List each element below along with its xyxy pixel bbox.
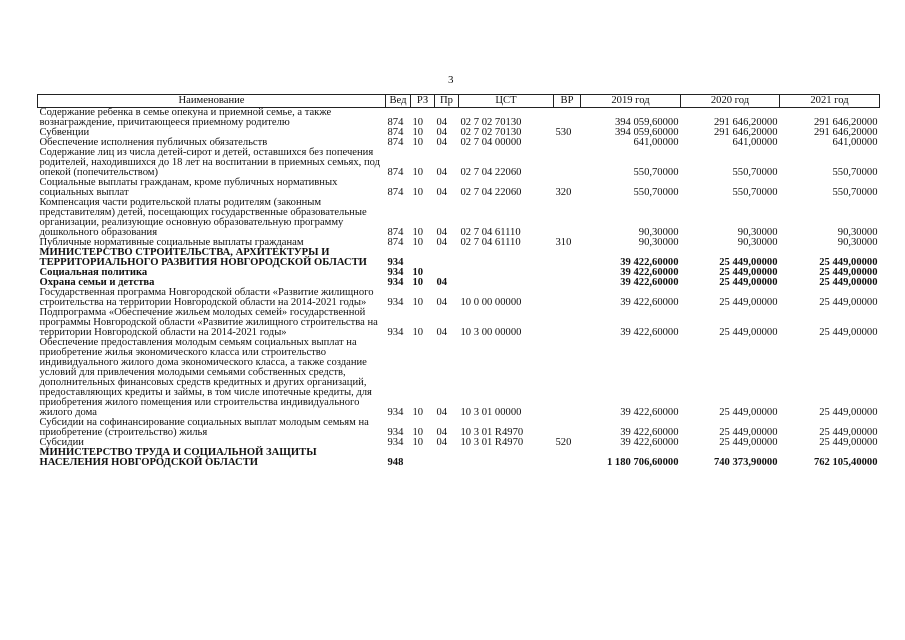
- row-2020: 25 449,00000: [719, 257, 778, 268]
- table-row: [38, 198, 880, 238]
- row-rz: 10: [412, 297, 424, 308]
- row-pr: 04: [436, 187, 448, 198]
- row-2021: 90,30000: [837, 237, 878, 248]
- row-2020: 25 449,00000: [719, 407, 778, 418]
- row-ved: 934: [387, 327, 404, 338]
- row-name: Подпрограмма «Обеспечение жильем молодых семей» государственной программы Новгородской области «Развитие жилищного строительства на территории Новгородской области на 2014-2021 годы»: [39, 307, 378, 338]
- row-ved: 934: [387, 277, 404, 288]
- table-row: [38, 418, 880, 438]
- row-2020: 25 449,00000: [719, 267, 778, 278]
- header-vr: ВР: [554, 95, 581, 108]
- row-2021: 25 449,00000: [819, 437, 878, 448]
- row-2021: 550,70000: [832, 187, 878, 198]
- row-cst: 10 0 00 00000: [460, 297, 522, 308]
- row-2021: 762 105,40000: [813, 457, 878, 468]
- row-ved: 874: [387, 117, 404, 128]
- budget-table: [37, 94, 880, 468]
- row-name: Социальная политика: [39, 267, 148, 278]
- row-2019: 39 422,60000: [620, 297, 679, 308]
- row-cst: 10 3 00 00000: [460, 327, 522, 338]
- row-name: Охрана семьи и детства: [39, 277, 155, 288]
- row-rz: 10: [412, 437, 424, 448]
- row-2021: 90,30000: [837, 227, 878, 238]
- row-2021: 25 449,00000: [819, 297, 878, 308]
- row-2019: 39 422,60000: [620, 267, 679, 278]
- row-cst: [459, 278, 554, 288]
- header-ved: Вед: [386, 95, 411, 108]
- row-2020: 550,70000: [732, 167, 778, 178]
- row-vr: [554, 198, 581, 238]
- row-ved: 874: [387, 167, 404, 178]
- row-cst: 02 7 04 22060: [460, 167, 522, 178]
- row-pr: 04: [436, 427, 448, 438]
- row-ved: 948: [387, 457, 404, 468]
- table-row: [38, 148, 880, 178]
- row-vr: [554, 288, 581, 308]
- header-name: Наименование: [38, 95, 386, 108]
- row-rz: 10: [412, 267, 424, 278]
- row-ved: 874: [387, 127, 404, 138]
- row-2021: 25 449,00000: [819, 257, 878, 268]
- row-cst: 02 7 04 61110: [460, 237, 521, 248]
- row-pr: 04: [436, 437, 448, 448]
- row-pr: 04: [436, 297, 448, 308]
- table-row: [38, 108, 880, 129]
- row-cst: 10 3 01 R4970: [460, 427, 524, 438]
- row-vr: [554, 108, 581, 129]
- row-name: Субвенции: [39, 127, 90, 138]
- row-2021: 25 449,00000: [819, 407, 878, 418]
- row-2020: 25 449,00000: [719, 297, 778, 308]
- row-cst: 10 3 01 R4970: [460, 437, 524, 448]
- row-2019: 550,70000: [633, 187, 679, 198]
- row-ved: 874: [387, 187, 404, 198]
- row-rz: [411, 448, 435, 468]
- page-number: 3: [448, 74, 454, 86]
- row-2021: 291 646,20000: [813, 117, 878, 128]
- row-2020: 25 449,00000: [719, 437, 778, 448]
- row-2019: 39 422,60000: [620, 277, 679, 288]
- row-rz: 10: [412, 137, 424, 148]
- table-row: [38, 448, 880, 468]
- header-2019: 2019 год: [581, 95, 681, 108]
- row-2021: 550,70000: [832, 167, 878, 178]
- row-2019: 394 059,60000: [614, 127, 679, 138]
- row-vr: 320: [555, 187, 572, 198]
- row-name: Социальные выплаты гражданам, кроме публичных нормативных социальных выплат: [39, 177, 338, 198]
- row-vr: 530: [555, 127, 572, 138]
- row-vr: 310: [555, 237, 572, 248]
- row-name: Публичные нормативные социальные выплаты гражданам: [39, 237, 304, 248]
- row-2019: 1 180 706,60000: [606, 457, 679, 468]
- header-2020: 2020 год: [681, 95, 780, 108]
- row-rz: 10: [412, 187, 424, 198]
- row-name: Государственная программа Новгородской области «Развитие жилищного строительства на территории Новгородской области на 2014-2021 годы»: [39, 287, 374, 308]
- row-2019: 550,70000: [633, 167, 679, 178]
- row-name: Обеспечение исполнения публичных обязательств: [39, 137, 268, 148]
- row-vr: [554, 248, 581, 268]
- row-ved: 874: [387, 137, 404, 148]
- row-2019: 641,00000: [633, 137, 679, 148]
- row-pr: 04: [436, 277, 448, 288]
- row-name: Содержание ребенка в семье опекуна и приемной семье, а также вознаграждение, причитающееся приемному родителю: [39, 107, 332, 128]
- row-name: Субсидии: [39, 437, 84, 448]
- row-2019: 39 422,60000: [620, 407, 679, 418]
- row-vr: [554, 448, 581, 468]
- row-2021: 25 449,00000: [819, 277, 878, 288]
- row-name: Обеспечение предоставления молодым семьям социальных выплат на приобретение жилья экономического класса или строительство индивидуального жилого дома экономического класса, а также создание условий для привлечения молодыми семьями собственных средств, дополнительных финансовых средств кредитных и других организаций, предоставляющих кредиты и займы, в том числе ипотечные кредиты, для приобретения жилого помещения или строительства индивидуального жилого дома: [39, 337, 372, 418]
- row-cst: [459, 448, 554, 468]
- row-2020: 641,00000: [732, 137, 778, 148]
- row-2021: 25 449,00000: [819, 327, 878, 338]
- row-rz: 10: [412, 237, 424, 248]
- row-2020: 90,30000: [737, 237, 778, 248]
- row-vr: [554, 418, 581, 438]
- row-2019: 39 422,60000: [620, 437, 679, 448]
- row-2020: 25 449,00000: [719, 427, 778, 438]
- row-2019: 90,30000: [638, 237, 679, 248]
- row-2020: 25 449,00000: [719, 277, 778, 288]
- row-cst: 02 7 02 70130: [460, 117, 522, 128]
- table-row: [38, 178, 880, 198]
- row-pr: 04: [436, 227, 448, 238]
- row-cst: 10 3 01 00000: [460, 407, 522, 418]
- row-pr: 04: [436, 237, 448, 248]
- row-name: Компенсация части родительской платы родителям (законным представителям) детей, посещающих государственные образовательные организации, реализующие основную образовательную программу дошкольного образования: [39, 197, 367, 238]
- row-cst: 02 7 02 70130: [460, 127, 522, 138]
- row-2020: 291 646,20000: [713, 117, 778, 128]
- row-pr: 04: [436, 137, 448, 148]
- row-vr: [554, 148, 581, 178]
- row-ved: 874: [387, 237, 404, 248]
- row-pr: 04: [436, 327, 448, 338]
- row-2021: 641,00000: [832, 137, 878, 148]
- row-pr: [435, 248, 459, 268]
- row-pr: [435, 448, 459, 468]
- row-vr: [554, 278, 581, 288]
- row-ved: 934: [387, 427, 404, 438]
- row-ved: 874: [387, 227, 404, 238]
- row-pr: 04: [436, 167, 448, 178]
- row-cst: 02 7 04 61110: [460, 227, 521, 238]
- row-vr: [554, 138, 581, 148]
- row-rz: 10: [412, 407, 424, 418]
- row-pr: 04: [436, 127, 448, 138]
- row-rz: 10: [412, 227, 424, 238]
- header-cst: ЦСТ: [459, 95, 554, 108]
- table-row: [38, 248, 880, 268]
- row-cst: [459, 248, 554, 268]
- row-rz: 10: [412, 327, 424, 338]
- row-pr: 04: [436, 117, 448, 128]
- row-2020: 90,30000: [737, 227, 778, 238]
- row-name: МИНИСТЕРСТВО СТРОИТЕЛЬСТВА, АРХИТЕКТУРЫ И ТЕРРИТОРИАЛЬНОГО РАЗВИТИЯ НОВГОРОДСКОЙ ОБЛАСТИ: [39, 247, 367, 268]
- row-rz: 10: [412, 427, 424, 438]
- row-2019: 394 059,60000: [614, 117, 679, 128]
- row-ved: 934: [387, 257, 404, 268]
- row-rz: 10: [412, 277, 424, 288]
- row-2021: 291 646,20000: [813, 127, 878, 138]
- row-2019: 39 422,60000: [620, 327, 679, 338]
- row-rz: 10: [412, 167, 424, 178]
- row-vr: 520: [555, 437, 572, 448]
- row-name: Субсидии на софинансирование социальных выплат молодым семьям на приобретение (строительство) жилья: [39, 417, 369, 438]
- row-vr: [554, 268, 581, 278]
- row-2020: 740 373,90000: [713, 457, 778, 468]
- row-rz: [411, 248, 435, 268]
- header-pr: Пр: [435, 95, 459, 108]
- row-2019: 39 422,60000: [620, 257, 679, 268]
- header-2021: 2021 год: [780, 95, 880, 108]
- row-2019: 39 422,60000: [620, 427, 679, 438]
- row-2021: 25 449,00000: [819, 427, 878, 438]
- row-rz: 10: [412, 117, 424, 128]
- row-vr: [554, 338, 581, 418]
- table-row: [38, 338, 880, 418]
- row-name: Содержание лиц из числа детей-сирот и детей, оставшихся без попечения родителей, находившихся до 18 лет на воспитании в приемных семьях, под опекой (попечительством): [39, 147, 381, 178]
- row-2020: 25 449,00000: [719, 327, 778, 338]
- row-cst: 02 7 04 22060: [460, 187, 522, 198]
- header-rz: РЗ: [411, 95, 435, 108]
- row-ved: 934: [387, 437, 404, 448]
- row-2020: 291 646,20000: [713, 127, 778, 138]
- row-ved: 934: [387, 297, 404, 308]
- row-cst: [459, 268, 554, 278]
- row-pr: 04: [436, 407, 448, 418]
- row-vr: [554, 308, 581, 338]
- row-2020: 550,70000: [732, 187, 778, 198]
- table-row: [38, 308, 880, 338]
- row-ved: 934: [387, 267, 404, 278]
- row-rz: 10: [412, 127, 424, 138]
- row-cst: 02 7 04 00000: [460, 137, 522, 148]
- row-2021: 25 449,00000: [819, 267, 878, 278]
- table-row: [38, 288, 880, 308]
- row-name: МИНИСТЕРСТВО ТРУДА И СОЦИАЛЬНОЙ ЗАЩИТЫ НАСЕЛЕНИЯ НОВГОРОДСКОЙ ОБЛАСТИ: [39, 447, 317, 468]
- row-ved: 934: [387, 407, 404, 418]
- table-header-row: [38, 95, 880, 108]
- row-2019: 90,30000: [638, 227, 679, 238]
